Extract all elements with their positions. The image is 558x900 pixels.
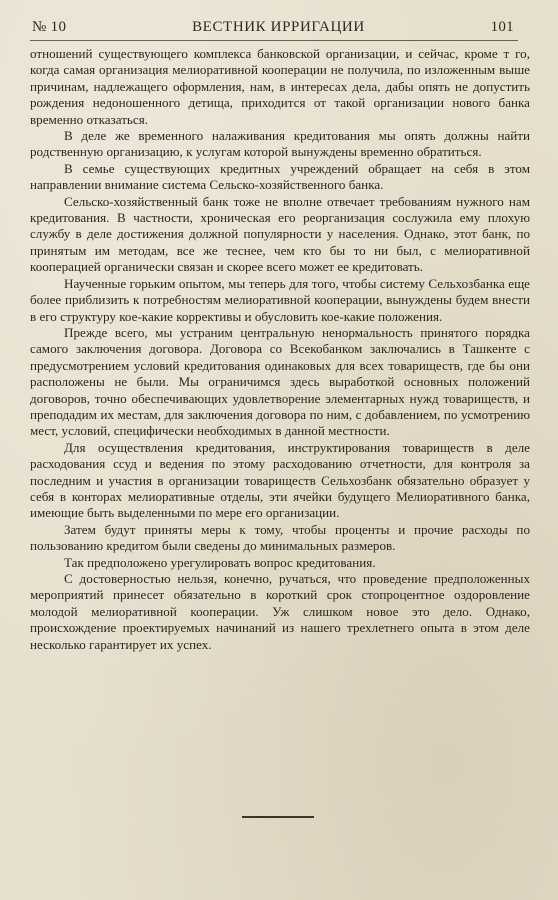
paragraph: С достоверностью нельзя, конечно, ручаться, что проведение предположенных мероприятий принесет обязательно в короткий срок стопроцентное оздоровление молодой мелиоративной кооперации. Уж слишком новое это дело. Однако, происхождение проектируемых начинаний из нашего трехлетнего опыта в этом деле несколько гарантирует их успех. [30, 571, 530, 652]
paragraph: Так предположено урегулировать вопрос кредитования. [64, 554, 376, 570]
end-rule [242, 816, 314, 818]
article-body [30, 46, 530, 653]
paragraph: Сельско-хозяйственный банк тоже не вполне отвечает требованиям нужного нам кредитования. В частности, хроническая его реорганизация сослужила ему плохую службу в деле достижения должной популярности у населения. Однако, этот банк, по принятым им методам, все же теснее, чем кто бы то ни был, с мелиоративной кооперацией органически связан и скорее всего может ее кредитовать. [30, 193, 530, 275]
issue-number: № 10 [32, 18, 67, 35]
paragraph: Прежде всего, мы устраним центральную ненормальность принятого порядка самого заключения договора. Договора со Всекобанком заключались в Ташкенте с предусмотрением условий кредитования одинаковых для всех товариществ, где бы они расположены не были. Мы ограничимся здесь выработкой основных положений договоров, точно обеспечивающих удовлетворение элементарных нужд товариществ, и преподадим их местам, для заключения договора по ним, с добавлением, по усмотрению мест, условий, специфически необходимых в данной местности. [30, 324, 530, 439]
header-rule [30, 40, 518, 41]
paragraph: Для осуществления кредитования, инструктирования товариществ в деле расходования ссуд и ведения по этому расходованию отчетности, для контроля за последним и участия в организации товариществ Сельхозбанк обязательно образует у себя в конторах мелиоративные отделы, эти ячейки будущего Мелиоративного банка, имеющие быть выделенными по мере его организации. [30, 439, 530, 521]
paragraph: В семье существующих кредитных учреждений обращает на себя в этом направлении внимание система Сельско-хозяйственного банка. [30, 160, 530, 193]
running-header [32, 16, 514, 38]
paragraph: Затем будут приняты меры к тому, чтобы проценты и прочие расходы по пользованию кредитом были сведены до минимальных размеров. [30, 521, 530, 554]
page-number: 101 [490, 18, 514, 35]
paragraph: В деле же временного налаживания кредитования мы опять должны найти родственную организацию, к услугам которой вынуждены временно обратиться. [30, 128, 530, 160]
paragraph: отношений существующего комплекса банковской организации, и сейчас, кроме т го, когда самая организация мелиоративной кооперации не получила, по изложенным выше причинам, надлежащего оформления, нам, в интересах дела, дабы опять не допустить рождения недоношенного детища, приходится от такой организации нового банка временно отказаться. [30, 46, 530, 127]
paragraph: Наученные горьким опытом, мы теперь для того, чтобы систему Сельхозбанка еще более приблизить к потребностям мелиоративной кооперации, вынуждены будем внести в его структуру кое-какие коррективы и обусловить кое-какие положения. [30, 275, 530, 324]
journal-title: ВЕСТНИК ИРРИГАЦИИ [192, 18, 365, 35]
